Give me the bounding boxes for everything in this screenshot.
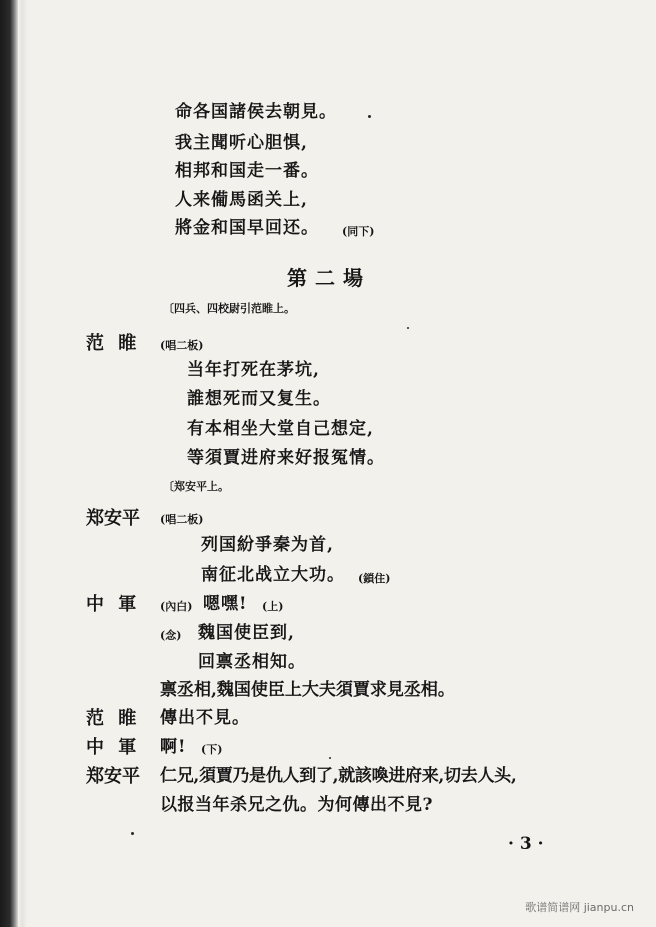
- ink-speck: [329, 757, 331, 759]
- stage-direction: 〔四兵、四校尉引范睢上。: [163, 302, 295, 315]
- speaker-name: 中 軍: [86, 737, 141, 758]
- speaker-name: 郑安平: [86, 766, 140, 787]
- dialogue-line: 傳出不見。: [160, 708, 250, 728]
- verse-line: 有本相坐大堂自己想定,: [187, 419, 374, 439]
- stage-note: (鎖住): [358, 572, 391, 585]
- ink-speck: [131, 832, 134, 835]
- ink-speck: [368, 115, 371, 118]
- singing-cue: (唱二板): [160, 339, 204, 352]
- speaker-name: 郑安平: [86, 508, 140, 529]
- verse-line: 魏国使臣到,: [198, 623, 295, 643]
- page-number: · 3 ·: [508, 834, 544, 854]
- speaker-name: 范 睢: [86, 708, 141, 729]
- verse-line: 命各国諸侯去朝見。: [175, 102, 337, 122]
- stage-note: (上): [262, 600, 284, 613]
- speaker-name: 中 軍: [86, 594, 141, 615]
- offstage-cue: (內白): [160, 600, 193, 613]
- dialogue-line: 以报当年杀兄之仇。为何傳出不見?: [160, 795, 433, 815]
- verse-line: 誰想死而又复生。: [187, 389, 331, 409]
- recite-cue: (念): [160, 629, 182, 642]
- dialogue-line: 仁兄,須賈乃是仇人到了,就該喚进府来,切去人头,: [160, 766, 517, 786]
- verse-line: 將金和国早回还。: [175, 218, 319, 238]
- exit-note: (同下): [342, 225, 375, 238]
- dialogue-line: 禀丞相,魏国使臣上大夫須賈求見丞相。: [160, 680, 455, 700]
- verse-line: 列国紛爭秦为首,: [201, 535, 334, 555]
- stage-note: (下): [201, 743, 223, 756]
- watermark: 歌谱简谱网 jianpu.cn: [525, 901, 634, 914]
- verse-line: 等須賈进府来好报冤情。: [187, 448, 385, 468]
- speaker-name: 范 睢: [86, 333, 141, 354]
- verse-line: 回禀丞相知。: [198, 652, 306, 672]
- verse-line: 南征北战立大功。: [201, 565, 345, 585]
- ink-speck: [407, 327, 409, 329]
- verse-line: 当年打死在茅坑,: [187, 360, 320, 380]
- dialogue-line: 嗯嘿!: [203, 594, 248, 614]
- stage-direction: 〔郑安平上。: [163, 480, 229, 493]
- dialogue-line: 啊!: [160, 737, 187, 757]
- scene-title: 第二場: [287, 266, 371, 290]
- verse-line: 相邦和国走一番。: [175, 161, 319, 181]
- spine-gutter: [0, 0, 28, 927]
- verse-line: 人来僃馬函关上,: [175, 190, 308, 210]
- singing-cue: (唱二板): [160, 513, 204, 526]
- verse-line: 我主聞听心胆惧,: [175, 133, 308, 153]
